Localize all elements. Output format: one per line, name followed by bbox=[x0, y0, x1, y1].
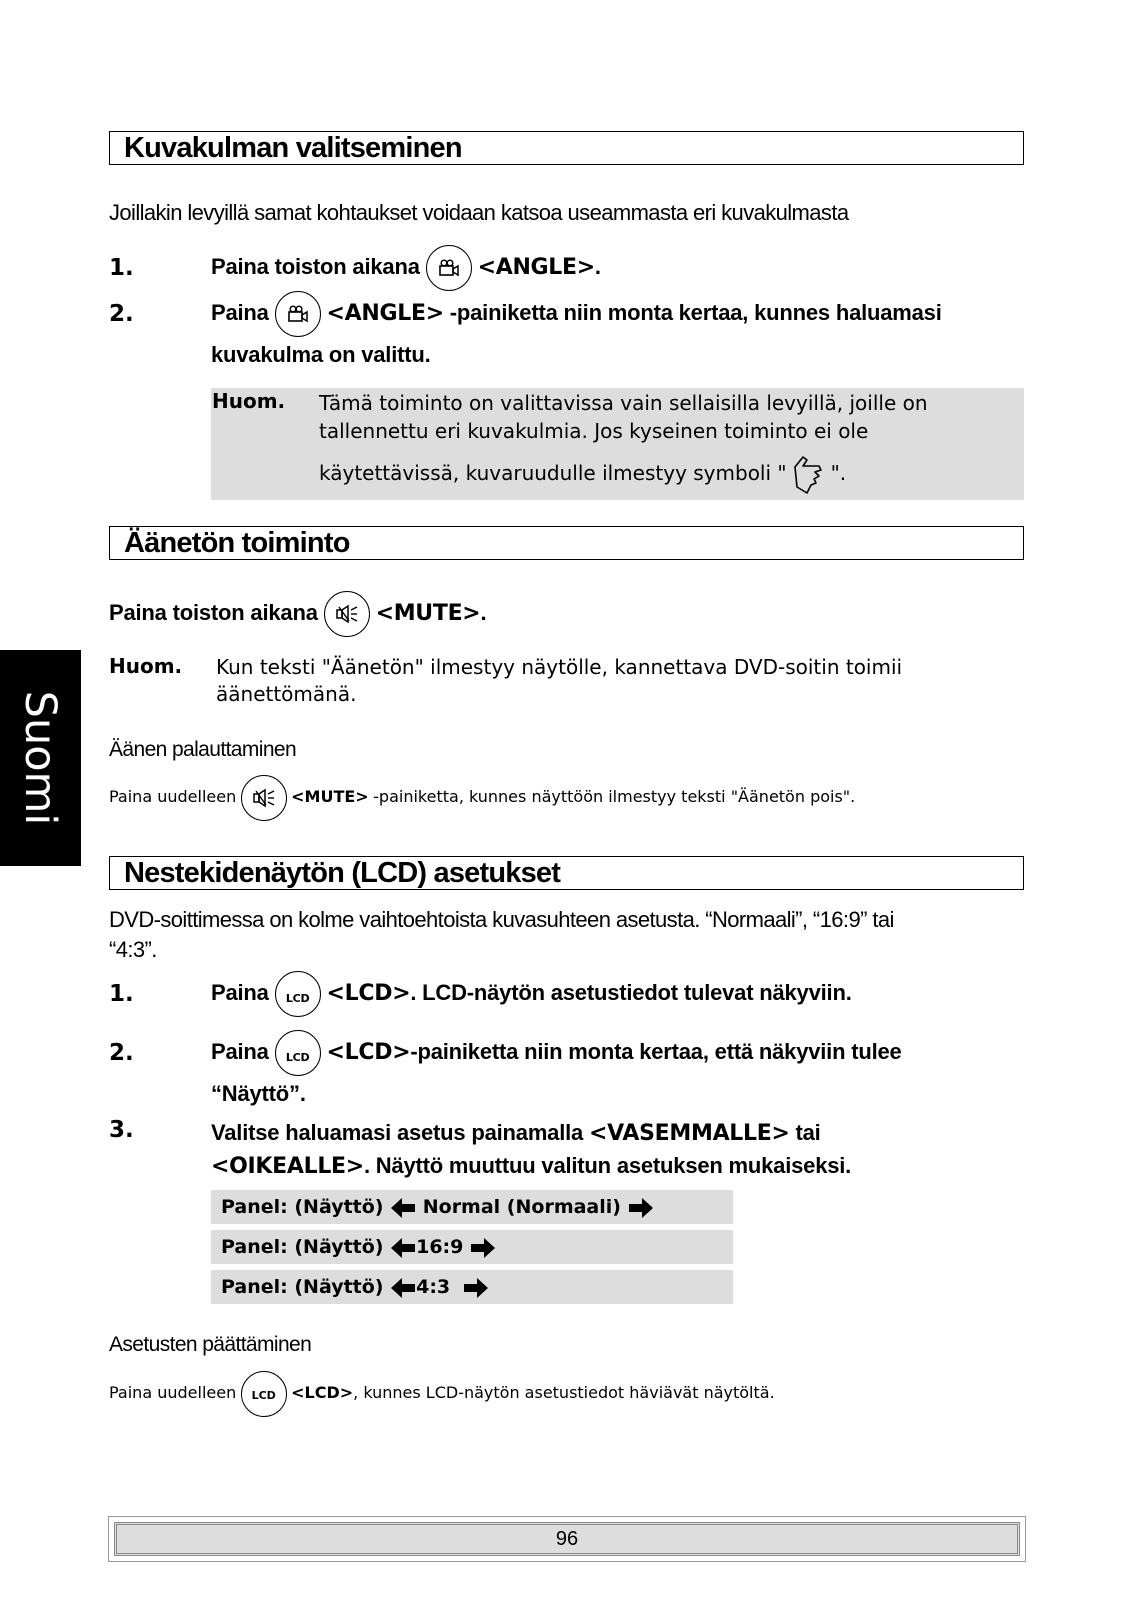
angle-step1 bbox=[211, 244, 601, 291]
mute-restore-heading: Äänen palauttaminen bbox=[109, 738, 297, 761]
arrow-right-icon bbox=[628, 1197, 654, 1219]
lcd-step2-key: <LCD> bbox=[326, 1040, 411, 1065]
lcd-end-post: , kunnes LCD-näytön asetustiedot häviävät näytöltä. bbox=[353, 1383, 775, 1402]
lcd-step2-number: 2. bbox=[109, 1040, 134, 1066]
lcd-step3-line1 bbox=[211, 1117, 851, 1150]
lcd-intro bbox=[109, 905, 894, 965]
panel-option-4-3 bbox=[211, 1270, 733, 1304]
lcd-intro-line2: “4:3”. bbox=[109, 937, 157, 962]
lcd-step3-mid: tai bbox=[795, 1120, 821, 1145]
angle-step1-number: 1. bbox=[109, 255, 134, 281]
lcd-button-label: LCD bbox=[285, 1051, 310, 1065]
lcd-step1 bbox=[211, 970, 852, 1017]
lcd-step3-number: 3. bbox=[109, 1117, 134, 1143]
panel-value: 4:3 bbox=[416, 1276, 451, 1298]
section-title-mute: Äänetön toiminto bbox=[109, 526, 1024, 560]
mute-note-line1: Kun teksti "Äänetön" ilmestyy näytölle, kannettava DVD-soitin toimii bbox=[216, 655, 903, 679]
angle-step1-key: <ANGLE> bbox=[477, 255, 595, 280]
lcd-step1-text: Paina bbox=[211, 980, 269, 1005]
angle-step2-line2: kuvakulma on valittu. bbox=[211, 342, 431, 367]
mute-note-text bbox=[216, 654, 902, 708]
angle-note-text bbox=[319, 389, 928, 487]
mute-restore-post: -painiketta, kunnes näyttöön ilmestyy teksti "Äänetön pois". bbox=[373, 787, 856, 806]
arrow-left-icon bbox=[390, 1277, 416, 1299]
angle-step2-key: <ANGLE> bbox=[326, 301, 444, 326]
mute-instruction-text: Paina toiston aikana bbox=[109, 600, 318, 625]
panel-label: Panel: (Näyttö) bbox=[221, 1196, 384, 1218]
angle-button bbox=[275, 291, 321, 337]
language-tab bbox=[0, 650, 81, 866]
mute-key: <MUTE> bbox=[375, 601, 481, 626]
page-number: 96 bbox=[114, 1522, 1020, 1556]
mute-restore-pre: Paina uudelleen bbox=[109, 787, 237, 806]
mute-restore-key: <MUTE> bbox=[291, 787, 369, 806]
angle-camera-icon bbox=[438, 259, 460, 277]
angle-intro: Joillakin levyillä samat kohtaukset voidaan katsoa useammasta eri kuvakulmasta bbox=[109, 200, 849, 225]
lcd-step1-tail: . LCD-näytön asetustiedot tulevat näkyviin. bbox=[410, 980, 852, 1005]
lcd-end-heading: Asetusten päättäminen bbox=[109, 1333, 312, 1356]
mute-note-label: Huom. bbox=[109, 654, 183, 678]
lcd-end-key: <LCD> bbox=[291, 1383, 354, 1402]
section-title-lcd: Nestekidenäytön (LCD) asetukset bbox=[109, 856, 1024, 890]
panel-option-normal bbox=[211, 1190, 733, 1224]
mute-button bbox=[241, 775, 287, 821]
lcd-step2-text: Paina bbox=[211, 1039, 269, 1064]
lcd-step2-tail: -painiketta niin monta kertaa, että näkyviin tulee bbox=[410, 1039, 902, 1064]
lcd-end bbox=[109, 1370, 775, 1417]
lcd-step2 bbox=[211, 1029, 902, 1076]
lcd-button-label: LCD bbox=[285, 992, 310, 1006]
mute-instruction bbox=[109, 590, 486, 637]
mute-button bbox=[324, 591, 370, 637]
panel-value: 16:9 bbox=[416, 1236, 464, 1258]
lcd-intro-line1: DVD-soittimessa on kolme vaihtoehtoista kuvasuhteen asetusta. “Normaali”, “16:9” tai bbox=[109, 907, 894, 932]
angle-camera-icon bbox=[287, 305, 309, 323]
lcd-end-pre: Paina uudelleen bbox=[109, 1383, 237, 1402]
angle-step1-tail: . bbox=[594, 254, 601, 279]
angle-step2-tail: -painiketta niin monta kertaa, kunnes haluamasi bbox=[449, 300, 942, 325]
arrow-left-icon bbox=[390, 1237, 416, 1259]
lcd-step3-key-right: <OIKEALLE> bbox=[211, 1154, 364, 1179]
language-tab-label: Suomi bbox=[15, 690, 65, 826]
angle-note-line2: tallennettu eri kuvakulmia. Jos kyseinen toiminto ei ole bbox=[319, 419, 869, 443]
lcd-button-icon bbox=[241, 1371, 287, 1417]
mute-speaker-icon bbox=[252, 788, 276, 808]
arrow-left-icon bbox=[390, 1197, 416, 1219]
angle-note-line3 bbox=[319, 459, 928, 487]
angle-step2 bbox=[211, 290, 942, 337]
arrow-right-icon bbox=[463, 1277, 489, 1299]
angle-note-label: Huom. bbox=[212, 389, 286, 413]
lcd-step3 bbox=[211, 1117, 851, 1183]
angle-note-line3-post: ". bbox=[830, 461, 847, 485]
lcd-button-icon bbox=[275, 1030, 321, 1076]
lcd-step3-tail: . Näyttö muuttuu valitun asetuksen mukaiseksi. bbox=[363, 1153, 852, 1178]
lcd-step2-line2: “Näyttö”. bbox=[211, 1081, 306, 1106]
mute-tail: . bbox=[480, 600, 487, 625]
lcd-step1-key: <LCD> bbox=[326, 981, 411, 1006]
angle-button bbox=[426, 245, 472, 291]
lcd-button-label: LCD bbox=[251, 1388, 276, 1402]
arrow-right-icon bbox=[470, 1237, 496, 1259]
angle-note-line3-pre: käytettävissä, kuvaruudulle ilmestyy symboli " bbox=[319, 461, 787, 485]
hand-stop-icon bbox=[789, 451, 829, 495]
panel-label: Panel: (Näyttö) bbox=[221, 1236, 384, 1258]
panel-label: Panel: (Näyttö) bbox=[221, 1276, 384, 1298]
lcd-step1-number: 1. bbox=[109, 981, 134, 1007]
mute-speaker-icon bbox=[335, 604, 359, 624]
angle-step2-text: Paina bbox=[211, 300, 269, 325]
mute-note-line2: äänettömänä. bbox=[216, 682, 357, 706]
lcd-step3-key-left: <VASEMMALLE> bbox=[589, 1121, 790, 1146]
angle-step1-text: Paina toiston aikana bbox=[211, 254, 420, 279]
angle-note-line1: Tämä toiminto on valittavissa vain sellaisilla levyillä, joille on bbox=[319, 391, 928, 415]
angle-step2-number: 2. bbox=[109, 301, 134, 327]
panel-value: Normal (Normaali) bbox=[422, 1196, 621, 1218]
lcd-step3-line2 bbox=[211, 1150, 851, 1183]
panel-option-16-9 bbox=[211, 1230, 733, 1264]
lcd-step3-pre: Valitse haluamasi asetus painamalla bbox=[211, 1120, 584, 1145]
mute-restore bbox=[109, 774, 855, 821]
lcd-button-icon bbox=[275, 971, 321, 1017]
section-title-angle: Kuvakulman valitseminen bbox=[109, 131, 1024, 165]
